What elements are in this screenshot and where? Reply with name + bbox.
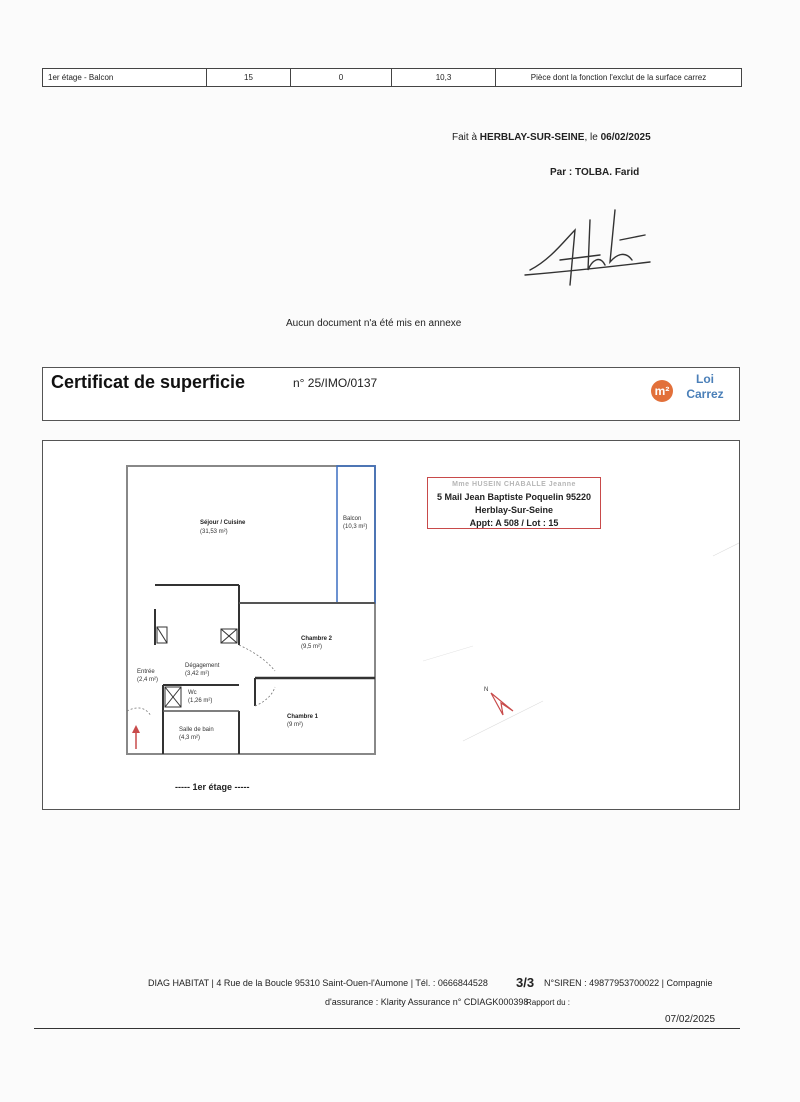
room-area-degagement: (3,42 m²)	[185, 671, 210, 677]
room-label-salle-de-bain: Salle de bain	[179, 727, 214, 733]
done-at-line	[452, 132, 651, 143]
loi-carrez-badge	[651, 372, 731, 412]
room-label-chambre2: Chambre 2	[301, 636, 333, 642]
certificate-title: Certificat de superficie	[51, 372, 246, 392]
room-label-balcon: Balcon	[343, 516, 362, 522]
footer-report-label: Rapport du :	[526, 998, 571, 1007]
table-cell-col4: 10,3	[392, 69, 496, 86]
room-area-salle-de-bain: (4,3 m²)	[179, 735, 200, 741]
page-number: 3/3	[516, 975, 535, 990]
floor-plan-box	[42, 440, 740, 810]
room-area-entree: (2,4 m²)	[137, 677, 158, 683]
room-area-sejour: (31,53 m²)	[200, 529, 228, 535]
room-label-entree: Entrée	[137, 669, 155, 675]
surface-table-row	[42, 68, 742, 87]
signature	[520, 200, 660, 295]
done-at-mid: , le	[584, 132, 598, 143]
svg-text:N: N	[484, 687, 489, 693]
balcony-wall	[337, 466, 375, 603]
table-cell-col3: 0	[291, 69, 392, 86]
loi-label: Loi	[696, 372, 714, 386]
address-owner-blurred: Mme HUSEIN CHABALLE Jeanne	[452, 481, 576, 488]
done-at-place: HERBLAY-SUR-SEINE	[479, 132, 585, 143]
m2-icon: m²	[651, 380, 673, 402]
room-area-wc: (1,26 m²)	[188, 698, 213, 704]
room-area-chambre2: (9,5 m²)	[301, 644, 322, 650]
signatory: Par : TOLBA. Farid	[550, 167, 640, 178]
done-at-prefix: Fait à	[452, 132, 478, 143]
entry-arrow-icon	[132, 725, 140, 749]
footer-company: DIAG HABITAT | 4 Rue de la Boucle 95310 Saint-Ouen-l'Aumone | Tél. : 0666844528	[148, 978, 488, 988]
table-cell-piece: 1er étage - Balcon	[43, 69, 207, 86]
table-cell-col2: 15	[207, 69, 291, 86]
loi-carrez-label	[681, 372, 729, 402]
room-area-balcon: (10,3 m²)	[343, 524, 368, 530]
room-area-chambre1: (9 m²)	[287, 722, 303, 728]
floor-label: ----- 1er étage -----	[175, 782, 250, 792]
footer-insurance: d'assurance : Klarity Assurance n° CDIAGK000398	[325, 997, 529, 1007]
certificate-number: n° 25/IMO/0137	[293, 376, 378, 390]
annex-note: Aucun document n'a été mis en annexe	[286, 318, 462, 329]
carrez-label: Carrez	[686, 387, 724, 401]
room-label-chambre1: Chambre 1	[287, 714, 319, 720]
table-cell-note: Pièce dont la fonction l'exclut de la surface carrez	[530, 73, 707, 82]
certificate-header	[42, 367, 740, 421]
room-label-sejour: Séjour / Cuisine	[200, 520, 246, 526]
footer-siren: N°SIREN : 49877953700022 | Compagnie	[544, 978, 713, 988]
address-line3: Appt: A 508 / Lot : 15	[469, 518, 559, 528]
footer-divider	[34, 1028, 740, 1029]
north-arrow-icon	[484, 687, 513, 715]
address-line1: 5 Mail Jean Baptiste Poquelin 95220	[436, 492, 592, 502]
floor-plan-drawing	[43, 441, 739, 809]
done-at-date: 06/02/2025	[600, 132, 651, 143]
room-label-degagement: Dégagement	[185, 663, 220, 669]
footer-date: 07/02/2025	[665, 1014, 716, 1025]
room-label-wc: Wc	[188, 690, 197, 696]
address-line2: Herblay-Sur-Seine	[474, 505, 554, 515]
